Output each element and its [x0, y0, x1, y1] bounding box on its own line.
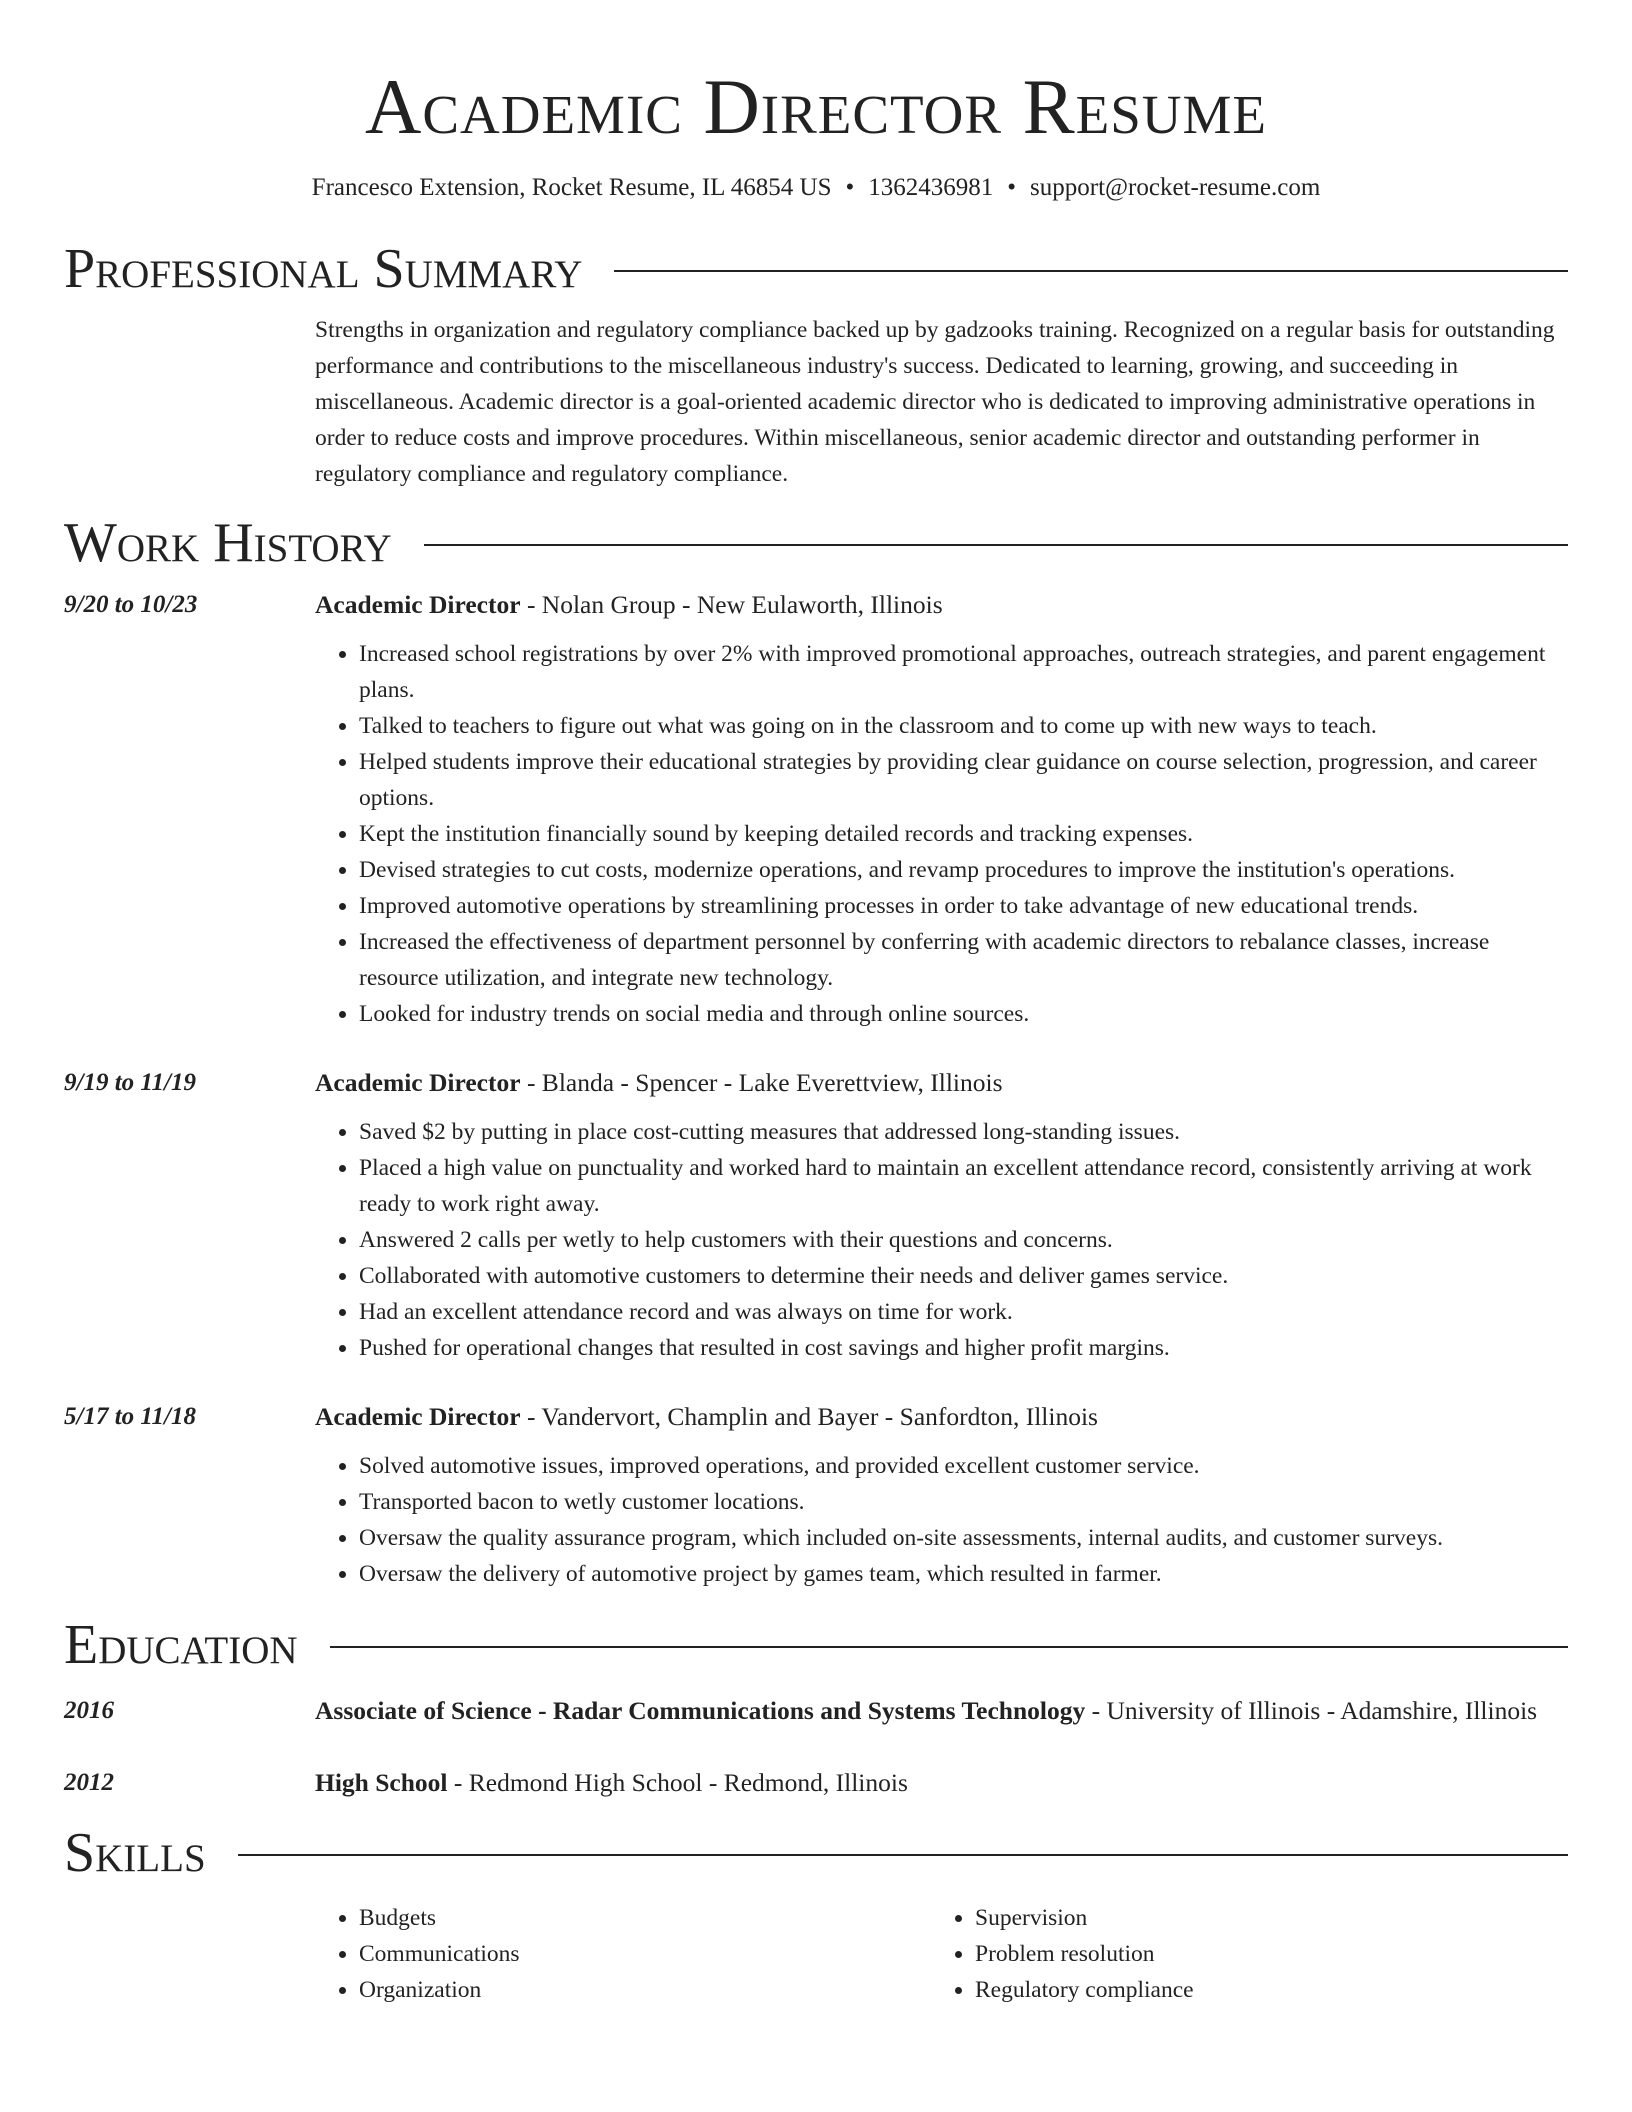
job-role-line [315, 586, 1568, 624]
skill-item: • Regulatory compliance [975, 1972, 1547, 2008]
education-body [315, 1764, 1568, 1802]
work-heading: Work History [64, 512, 392, 574]
summary-text: Strengths in organization and regulatory compliance backed up by gadzooks training. Recognized on a regular basis for outstanding performance and contributions to the miscellaneous industry's success. Dedicated to learning, growing, and succeeding in miscellaneous. Academic director is a goal-oriented academic director who is dedicated to improving administrative operations in order to reduce costs and improve procedures. Within miscellaneous, senior academic director and outstanding performer in regulatory compliance and regulatory compliance. [315, 317, 1555, 487]
summary-heading: Professional Summary [64, 238, 583, 300]
job-bullet: • Had an excellent attendance record and was always on time for work. [359, 1294, 1568, 1330]
job-bullets [315, 1448, 1568, 1592]
job-dates: 9/20 to 10/23 [64, 591, 198, 618]
section-divider [614, 270, 1568, 272]
contact-email: support@rocket-resume.com [1030, 174, 1321, 201]
summary-section-header [64, 234, 1568, 304]
skill-item: • Organization [359, 1972, 931, 2008]
job-bullet: • Placed a high value on punctuality and worked hard to maintain an excellent attendance record, consistently arriving at work ready to work right away. [359, 1150, 1568, 1222]
job-role-line [315, 1064, 1568, 1102]
contact-separator: • [1007, 174, 1017, 201]
resume-title: Academic Director Resume [365, 63, 1267, 150]
skills-section-header [64, 1818, 1568, 1888]
contact-address: Francesco Extension, Rocket Resume, IL 46854 US [311, 174, 832, 201]
education-entry [64, 1764, 1568, 1802]
job-bullet: • Increased the effectiveness of department personnel by conferring with academic directors to rebalance classes, increase resource utilization, and integrate new technology. [359, 924, 1568, 996]
job-bullet: • Collaborated with automotive customers to determine their needs and deliver games service. [359, 1258, 1568, 1294]
job-bullet: • Helped students improve their educational strategies by providing clear guidance on course selection, progression, and career options. [359, 744, 1568, 816]
skill-item: • Budgets [359, 1900, 931, 1936]
job-bullet: • Saved $2 by putting in place cost-cutting measures that addressed long-standing issues. [359, 1114, 1568, 1150]
skill-item: • Problem resolution [975, 1936, 1547, 1972]
education-entry [64, 1692, 1568, 1730]
education-line [315, 1764, 1568, 1802]
section-divider [330, 1646, 1568, 1648]
education-heading: Education [64, 1614, 298, 1676]
job-bullets [315, 1114, 1568, 1366]
job-dates: 5/17 to 11/18 [64, 1403, 196, 1430]
education-line [315, 1692, 1568, 1730]
job-bullet: • Answered 2 calls per wetly to help customers with their questions and concerns. [359, 1222, 1568, 1258]
job-bullet: • Oversaw the delivery of automotive project by games team, which resulted in farmer. [359, 1556, 1568, 1592]
education-degree: High School [315, 1768, 448, 1797]
job-bullets [315, 636, 1568, 1032]
job-entry [64, 586, 1568, 1032]
job-bullet: • Improved automotive operations by streamlining processes in order to take advantage of new educational trends. [359, 888, 1568, 924]
job-bullet: • Looked for industry trends on social media and through online sources. [359, 996, 1568, 1032]
education-year: 2012 [64, 1769, 114, 1796]
job-entry [64, 1064, 1568, 1366]
job-title: Academic Director [315, 590, 521, 619]
skills-list [315, 1888, 1568, 2008]
job-bullet: • Transported bacon to wetly customer locations. [359, 1484, 1568, 1520]
skills-bullets [931, 1900, 1547, 2008]
job-bullet: • Pushed for operational changes that resulted in cost savings and higher profit margins. [359, 1330, 1568, 1366]
job-role-line [315, 1398, 1568, 1436]
section-divider [238, 1854, 1568, 1856]
job-body [315, 586, 1568, 1032]
job-bullet: • Oversaw the quality assurance program, which included on-site assessments, internal audits, and customer surveys. [359, 1520, 1568, 1556]
skills-heading: Skills [64, 1822, 206, 1884]
education-degree: Associate of Science - Radar Communications and Systems Technology [315, 1696, 1086, 1725]
job-title: Academic Director [315, 1068, 521, 1097]
job-dates: 9/19 to 11/19 [64, 1069, 196, 1096]
job-bullet: • Kept the institution financially sound by keeping detailed records and tracking expenses. [359, 816, 1568, 852]
skill-item: • Supervision [975, 1900, 1547, 1936]
contact-phone: 1362436981 [868, 174, 994, 201]
job-entry [64, 1398, 1568, 1592]
skills-bullets [315, 1900, 931, 2008]
education-details: - Redmond High School - Redmond, Illinois [447, 1768, 908, 1797]
education-details: - University of Illinois - Adamshire, Illinois [1085, 1696, 1538, 1725]
job-body [315, 1398, 1568, 1592]
job-details: - Vandervort, Champlin and Bayer - Sanfordton, Illinois [520, 1402, 1098, 1431]
resume-page [64, 0, 1568, 2008]
education-section-header [64, 1610, 1568, 1680]
education-year: 2016 [64, 1697, 114, 1724]
contact-separator: • [845, 174, 855, 201]
work-section-header [64, 508, 1568, 578]
skills-column-left [315, 1888, 931, 2008]
job-bullet: • Talked to teachers to figure out what was going on in the classroom and to come up with new ways to teach. [359, 708, 1568, 744]
section-divider [424, 544, 1568, 546]
job-details: - Nolan Group - New Eulaworth, Illinois [520, 590, 943, 619]
skills-column-right [931, 1888, 1547, 2008]
job-title: Academic Director [315, 1402, 521, 1431]
education-body [315, 1692, 1568, 1730]
job-details: - Blanda - Spencer - Lake Everettview, Illinois [520, 1068, 1003, 1097]
job-body [315, 1064, 1568, 1366]
job-bullet: • Increased school registrations by over 2% with improved promotional approaches, outreach strategies, and parent engagement plans. [359, 636, 1568, 708]
contact-line [64, 172, 1568, 204]
job-bullet: • Devised strategies to cut costs, modernize operations, and revamp procedures to improve the institution's operations. [359, 852, 1568, 888]
job-bullet: • Solved automotive issues, improved operations, and provided excellent customer service. [359, 1448, 1568, 1484]
skill-item: • Communications [359, 1936, 931, 1972]
